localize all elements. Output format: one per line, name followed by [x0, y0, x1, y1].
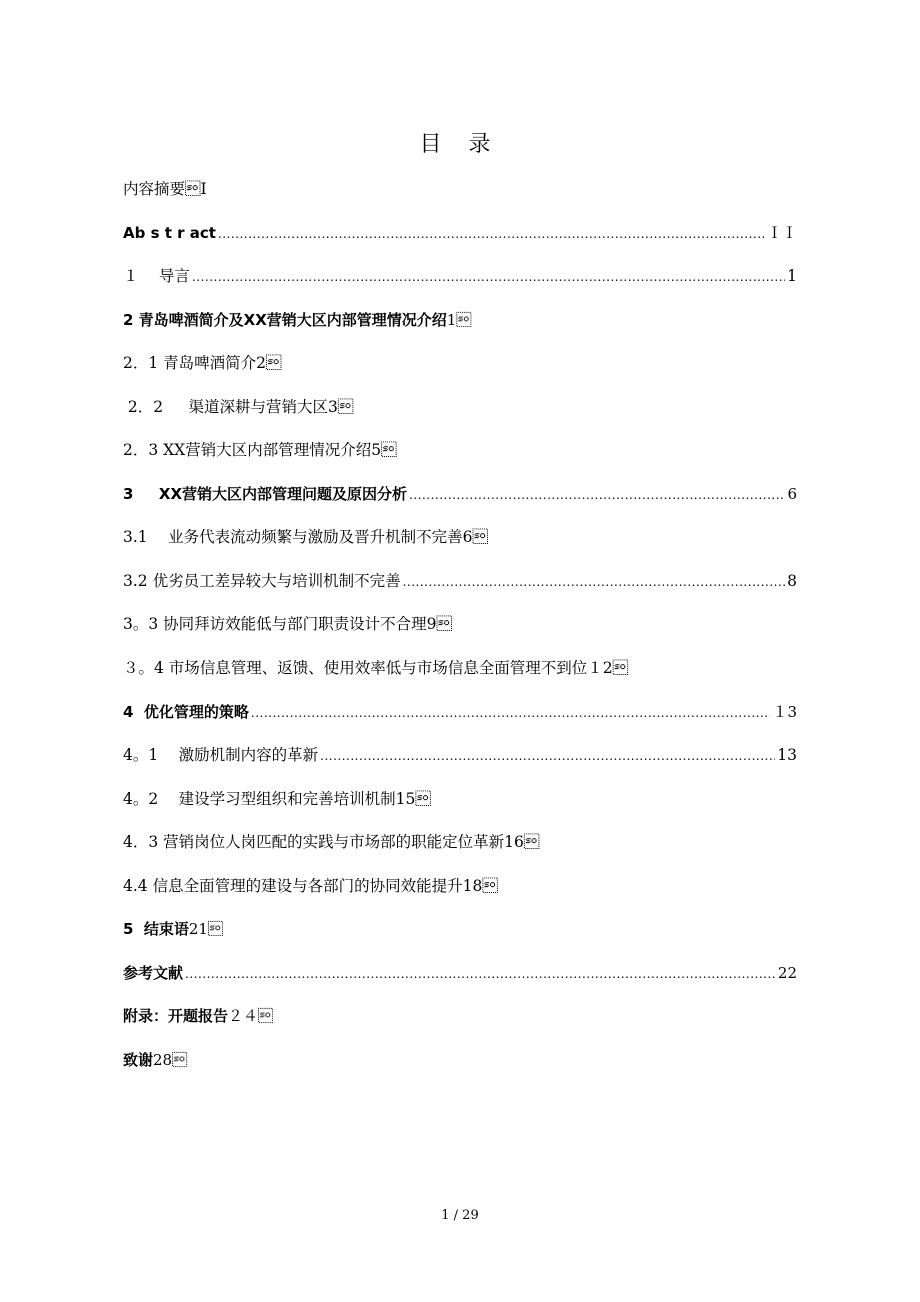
toc-entry-page: I [185, 180, 207, 198]
toc-entry-label: 附录：开题报告 [123, 1007, 229, 1026]
toc-entry[interactable] [123, 168, 797, 212]
toc-entry-label: １ 导言 [123, 267, 190, 286]
toc-entry[interactable] [123, 386, 797, 430]
toc-dot-leader [192, 256, 785, 300]
toc-entry-label: 3 XX营销大区内部管理问题及原因分析 [123, 484, 408, 503]
toc-entry-page: ２４ [228, 1007, 274, 1026]
toc-entry[interactable] [123, 647, 797, 691]
toc-entry-page: 15 [395, 789, 431, 808]
toc-entry-page: 3 [328, 397, 354, 416]
toc-dot-leader [403, 561, 786, 605]
toc-entry-page: ＩＩ [766, 223, 797, 242]
toc-entry-label: 4 优化管理的策略 [123, 702, 249, 721]
toc-entry[interactable] [123, 429, 797, 473]
toc-entry-page: 18 [462, 876, 498, 895]
toc-entry-page: 1 [446, 310, 472, 329]
toc-entry-page: 6 [787, 484, 797, 503]
toc-dot-leader [251, 692, 771, 736]
toc-entry-page: １3 [772, 702, 797, 721]
table-of-contents [123, 168, 797, 1082]
toc-entry-label: 5 结束语 [123, 920, 189, 939]
toc-entry[interactable] [123, 212, 797, 256]
toc-entry-page: 2 [256, 354, 282, 373]
toc-entry[interactable] [123, 299, 797, 343]
toc-entry-label: ３。4 市场信息管理、返馈、使用效率低与市场信息全面管理不到位 [123, 659, 588, 678]
page-title: 目 录 [419, 132, 501, 157]
toc-entry-page: 22 [777, 963, 797, 982]
toc-entry[interactable] [123, 952, 797, 996]
toc-entry-label: 4。1 激励机制内容的革新 [123, 746, 319, 765]
toc-entry-page: 9 [426, 615, 453, 634]
toc-entry-label: Ab s t r act [123, 223, 216, 242]
toc-entry-label: 4.4 信息全面管理的建设与各部门的协同效能提升 [123, 876, 463, 895]
toc-entry-page: 21 [188, 920, 223, 939]
toc-entry-page: 6 [462, 528, 488, 547]
toc-dot-leader [218, 213, 765, 257]
toc-dot-leader [320, 735, 775, 779]
toc-dot-leader [185, 953, 776, 997]
toc-entry[interactable] [123, 560, 797, 604]
toc-entry-label: 2 青岛啤酒简介及XX营销大区内部管理情况介绍 [123, 310, 447, 329]
toc-entry-label: 4。2 建设学习型组织和完善培训机制 [123, 789, 396, 808]
toc-entry[interactable] [123, 516, 797, 560]
toc-entry-label: 2．2 渠道深耕与营销大区 [123, 397, 329, 416]
toc-entry[interactable] [123, 1039, 797, 1083]
toc-entry-page: 28 [153, 1050, 188, 1069]
toc-entry-page: 16 [504, 833, 540, 852]
toc-entry-label: 2．1 青岛啤酒简介 [123, 354, 257, 373]
toc-entry[interactable] [123, 342, 797, 386]
toc-entry-page: 5 [371, 441, 397, 460]
toc-entry-label: 3.1 业务代表流动频繁与激励及晋升机制不完善 [123, 528, 463, 547]
toc-entry-page: 1 [787, 267, 797, 286]
toc-entry-label: 致谢 [123, 1050, 154, 1069]
toc-entry[interactable] [123, 603, 797, 647]
toc-entry-label: 3.2 优劣员工差异较大与培训机制不完善 [123, 571, 401, 590]
toc-entry-label: 2．3 XX营销大区内部管理情况介绍 [123, 441, 372, 460]
toc-entry[interactable] [123, 734, 797, 778]
toc-entry[interactable] [123, 821, 797, 865]
toc-entry-label: 参考文献 [123, 963, 184, 982]
toc-entry-page: 8 [787, 571, 797, 590]
toc-entry[interactable] [123, 255, 797, 299]
toc-entry-page: １2 [587, 659, 629, 678]
toc-entry[interactable] [123, 865, 797, 909]
toc-entry[interactable] [123, 908, 797, 952]
toc-entry[interactable] [123, 473, 797, 517]
toc-entry-label: 4．3 营销岗位人岗匹配的实践与市场部的职能定位革新 [123, 833, 505, 852]
toc-entry-label: 3。3 协同拜访效能低与部门职责设计不合理 [123, 615, 427, 634]
toc-entry[interactable] [123, 995, 797, 1039]
toc-entry[interactable] [123, 778, 797, 822]
toc-dot-leader [409, 474, 785, 518]
toc-entry-label: 内容摘要 [123, 180, 186, 198]
toc-entry-page: 13 [777, 746, 797, 765]
toc-entry[interactable] [123, 691, 797, 735]
page-number-footer: 1 / 29 [441, 1208, 479, 1223]
